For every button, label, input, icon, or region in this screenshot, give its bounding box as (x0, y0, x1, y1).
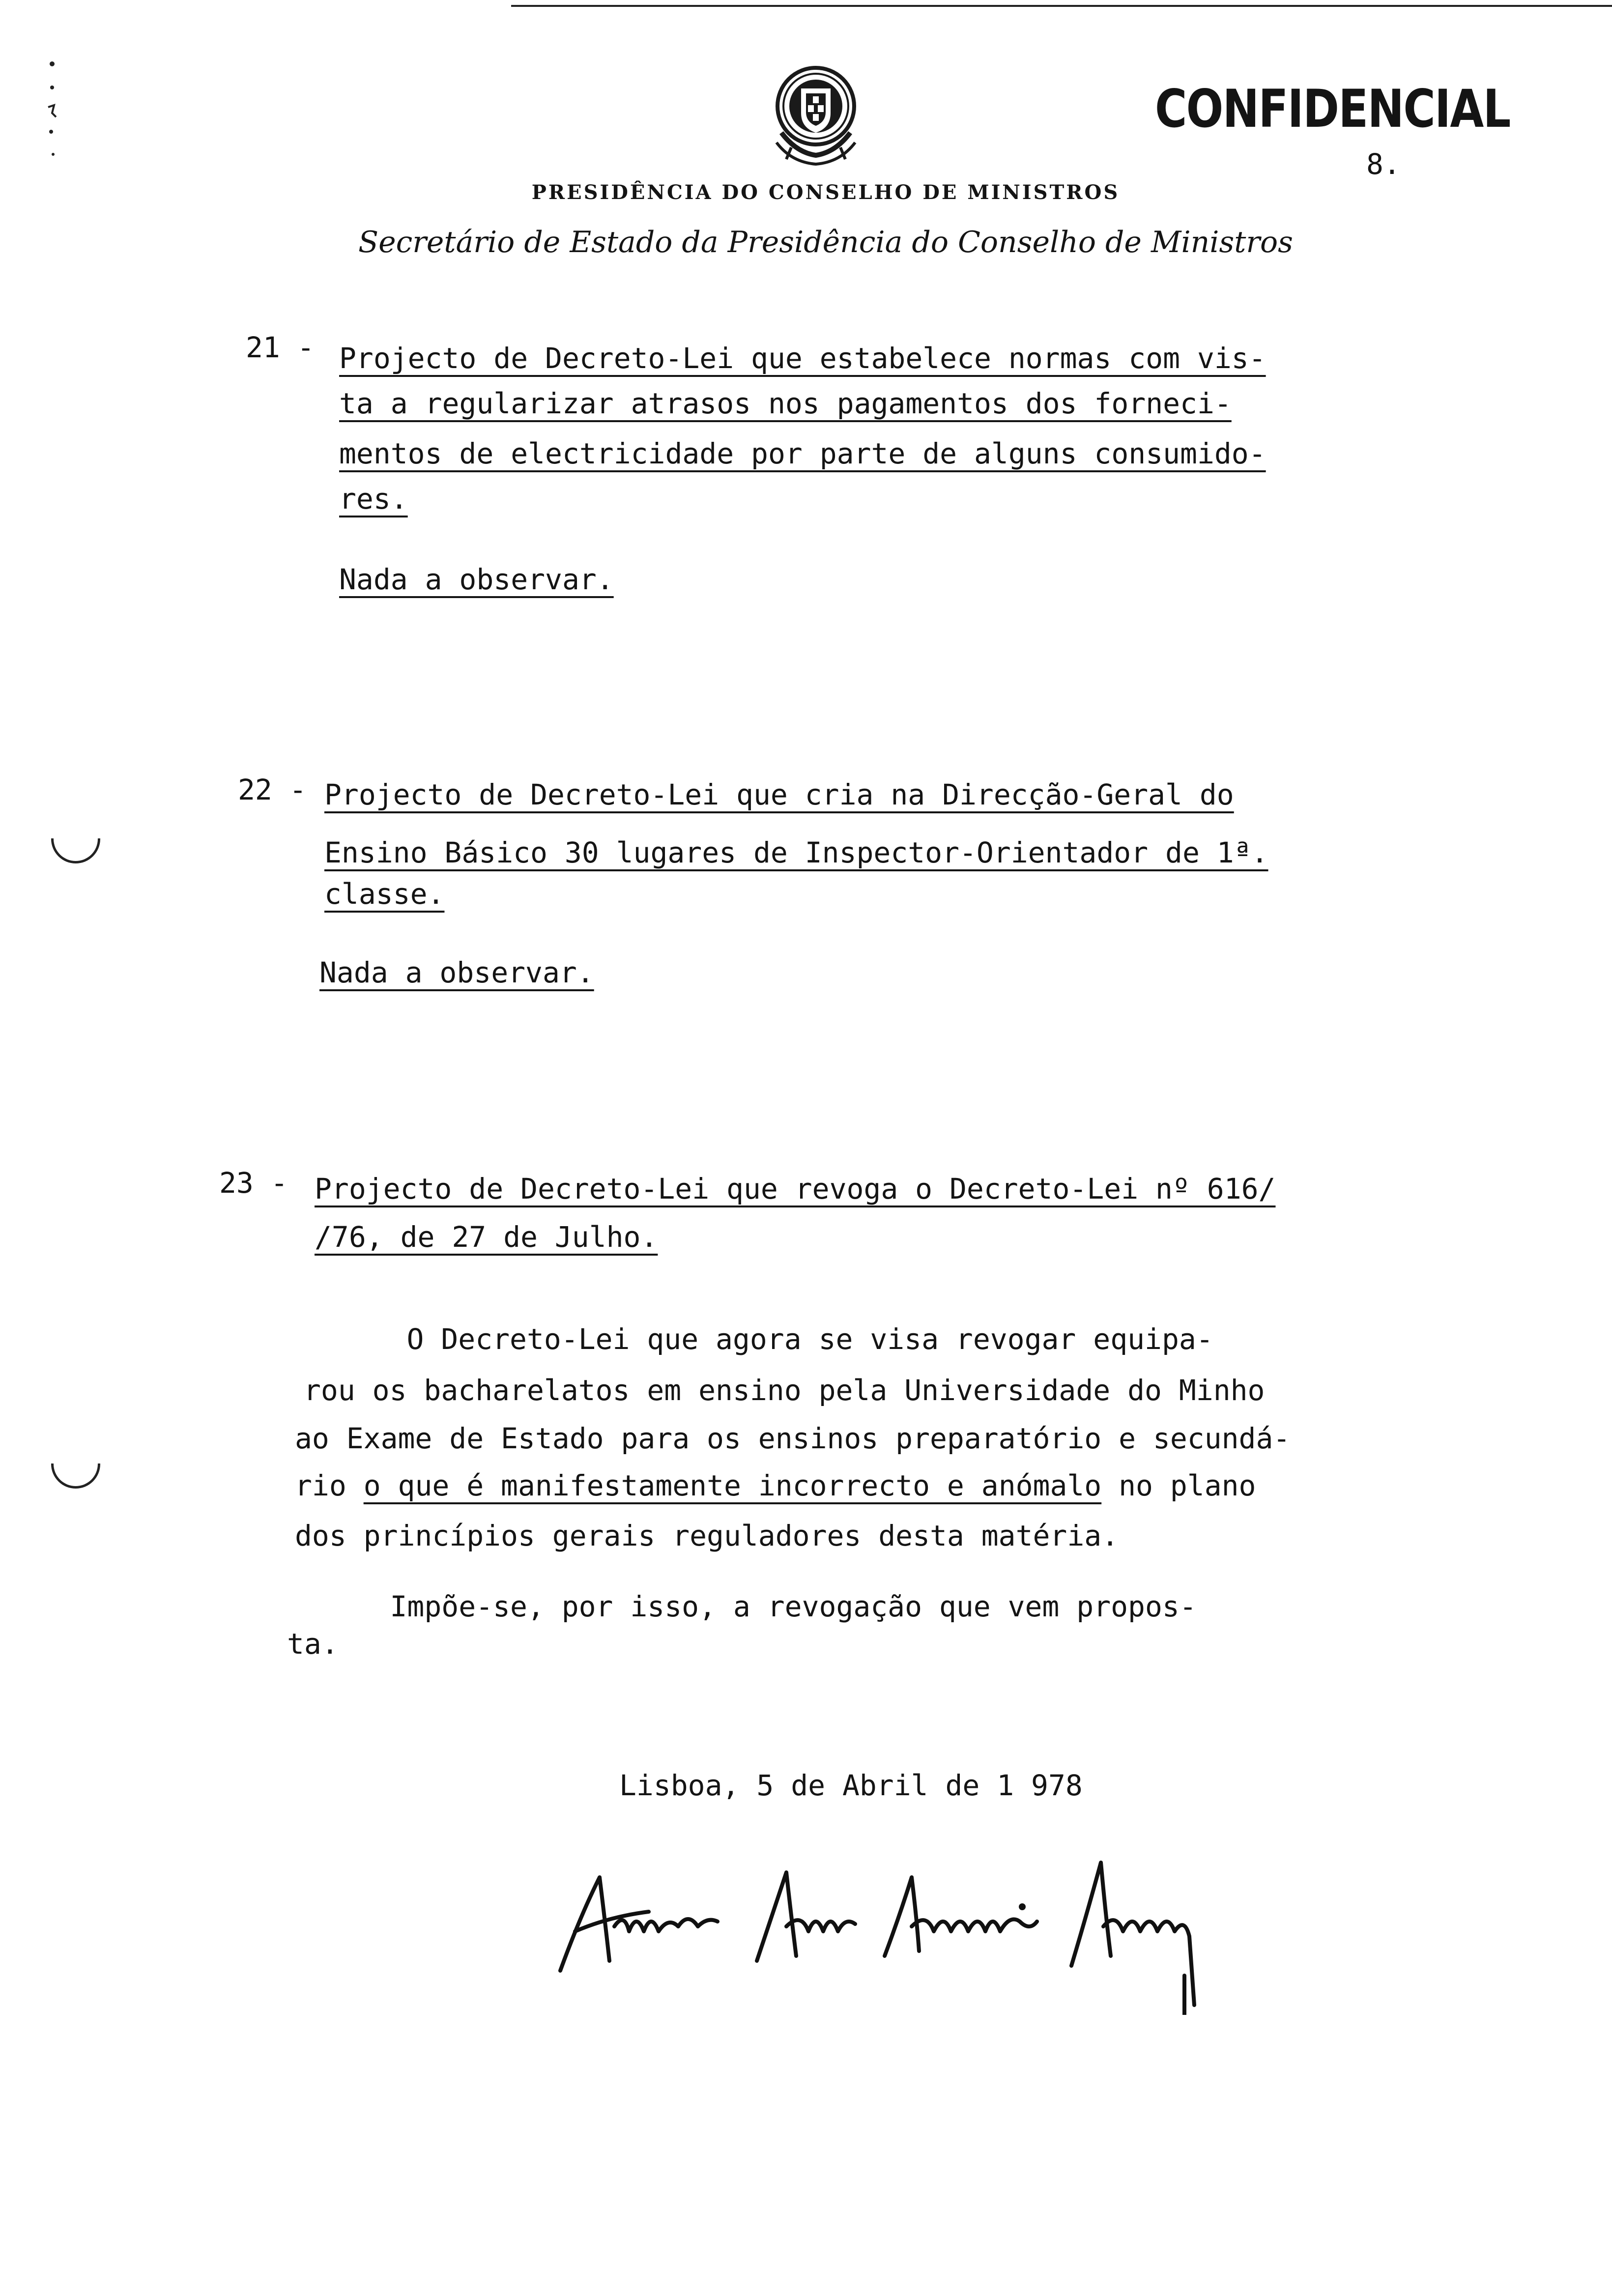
page-number: 8. (1366, 147, 1401, 181)
item-23-paragraph-1-line-2: rou os bacharelatos em ensino pela Universidade do Minho (304, 1374, 1265, 1407)
scan-punch-hole-mark (51, 1464, 100, 1489)
line-4-lead: rio (295, 1469, 364, 1502)
secretary-of-state-heading: Secretário de Estado da Presidência do Conselho de Ministros (358, 225, 1293, 259)
place-and-date: Lisboa, 5 de Abril de 1 978 (619, 1769, 1083, 1802)
scan-punch-hole-mark (51, 838, 100, 863)
item-22-number: 22 - (238, 773, 307, 806)
item-23-paragraph-1-line-5: dos princípios gerais reguladores desta matéria. (295, 1519, 1119, 1552)
item-21-title-line-3: mentos de electricidade por parte de alguns consumido- (339, 437, 1266, 470)
item-21-number: 21 - (246, 331, 315, 364)
item-22-title-line-2: Ensino Básico 30 lugares de Inspector-Orientador de 1ª. (324, 836, 1268, 869)
item-23-paragraph-2-line-2: ta. (287, 1627, 339, 1661)
item-22-title-line-1: Projecto de Decreto-Lei que cria na Direcção-Geral do (324, 778, 1234, 811)
item-22-title-line-3: classe. (324, 877, 445, 911)
ministry-heading: PRESIDÊNCIA DO CONSELHO DE MINISTROS (531, 181, 1120, 204)
line-4-tail: no plano (1101, 1469, 1256, 1502)
scan-edge-marks (41, 58, 61, 166)
handwritten-signature (550, 1858, 1229, 2015)
confidential-stamp: CONFIDENCIAL (1155, 79, 1510, 139)
item-23-number: 23 - (219, 1166, 288, 1200)
item-23-paragraph-1-line-4 (295, 1471, 1256, 1500)
portuguese-coat-of-arms-emblem (762, 59, 870, 167)
underlined-phrase: o que é manifestamente incorrecto e anómalo (363, 1469, 1102, 1502)
item-21-title-line-1: Projecto de Decreto-Lei que estabelece normas com vis- (339, 342, 1266, 375)
item-21-title-line-4: res. (339, 482, 408, 516)
item-23-title-line-2: /76, de 27 de Julho. (315, 1220, 658, 1254)
item-21-title-line-2: ta a regularizar atrasos nos pagamentos dos forneci- (339, 387, 1232, 420)
item-22-comment: Nada a observar. (319, 956, 594, 989)
item-21-comment: Nada a observar. (339, 563, 614, 596)
item-23-paragraph-2-line-1: Impõe-se, por isso, a revogação que vem propos- (287, 1590, 1197, 1623)
item-23-paragraph-1-line-3: ao Exame de Estado para os ensinos preparatório e secundá- (295, 1422, 1291, 1455)
item-23-paragraph-1-line-1: O Decreto-Lei que agora se visa revogar equipa- (304, 1322, 1213, 1356)
item-23-title-line-1: Projecto de Decreto-Lei que revoga o Decreto-Lei nº 616/ (315, 1172, 1276, 1205)
scan-border-line (511, 5, 1612, 7)
